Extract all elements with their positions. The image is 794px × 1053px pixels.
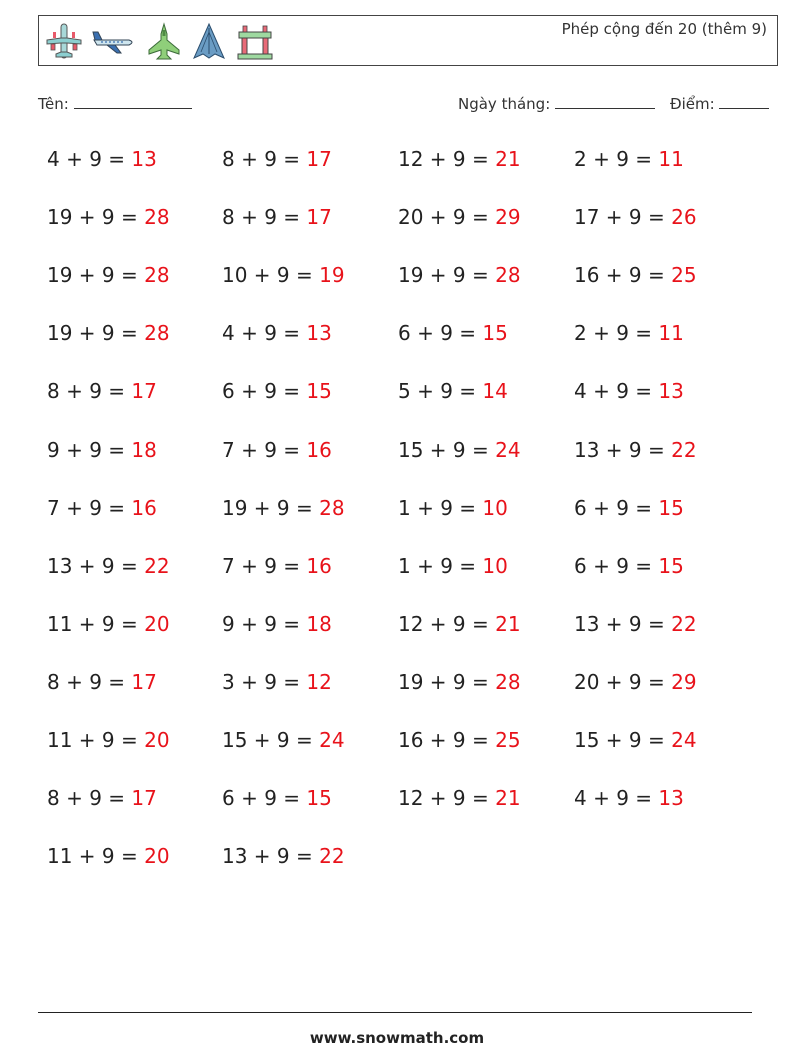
- problem-answer: 15: [658, 554, 684, 578]
- problem-answer: 20: [144, 844, 170, 868]
- problem-question: 6 + 9 =: [398, 321, 483, 345]
- problem-answer: 21: [495, 147, 521, 171]
- problem-answer: 15: [658, 496, 684, 520]
- problem-item: [47, 321, 170, 345]
- problem-item: [574, 379, 684, 403]
- problem-item: [398, 728, 521, 752]
- problem-item: [398, 438, 521, 462]
- problem-answer: 13: [306, 321, 332, 345]
- problem-answer: 25: [671, 263, 697, 287]
- problem-answer: 28: [144, 263, 170, 287]
- problem-item: [47, 670, 157, 694]
- problem-answer: 29: [495, 205, 521, 229]
- problem-question: 19 + 9 =: [398, 670, 496, 694]
- problem-answer: 22: [144, 554, 170, 578]
- problem-item: [574, 321, 684, 345]
- problem-item: [222, 612, 332, 636]
- problem-answer: 11: [658, 321, 684, 345]
- problem-answer: 21: [495, 786, 521, 810]
- problem-item: [398, 670, 521, 694]
- problem-answer: 16: [306, 438, 332, 462]
- footer-divider: [38, 1012, 752, 1013]
- problem-answer: 28: [319, 496, 345, 520]
- problem-answer: 15: [482, 321, 508, 345]
- problem-item: [222, 147, 332, 171]
- problem-question: 7 + 9 =: [222, 554, 307, 578]
- airliner-icon: [91, 22, 137, 62]
- fighter-jet-icon: [145, 22, 183, 62]
- problem-question: 8 + 9 =: [47, 786, 132, 810]
- problem-answer: 18: [306, 612, 332, 636]
- problem-question: 11 + 9 =: [47, 844, 145, 868]
- problem-item: [47, 844, 170, 868]
- problem-answer: 13: [131, 147, 157, 171]
- problem-question: 15 + 9 =: [398, 438, 496, 462]
- problem-answer: 17: [306, 147, 332, 171]
- problem-answer: 17: [306, 205, 332, 229]
- problem-question: 4 + 9 =: [574, 379, 659, 403]
- problem-question: 2 + 9 =: [574, 147, 659, 171]
- problem-item: [47, 147, 157, 171]
- problem-answer: 10: [482, 554, 508, 578]
- problem-question: 19 + 9 =: [398, 263, 496, 287]
- name-line: [74, 94, 192, 109]
- problem-item: [47, 554, 170, 578]
- problem-question: 8 + 9 =: [222, 147, 307, 171]
- problem-question: 13 + 9 =: [574, 612, 672, 636]
- problem-question: 20 + 9 =: [574, 670, 672, 694]
- problem-item: [574, 263, 697, 287]
- name-label: Tên:: [38, 95, 69, 113]
- problem-answer: 29: [671, 670, 697, 694]
- problem-item: [47, 205, 170, 229]
- problem-question: 13 + 9 =: [222, 844, 320, 868]
- problem-question: 16 + 9 =: [398, 728, 496, 752]
- problem-item: [574, 728, 697, 752]
- problem-item: [574, 612, 697, 636]
- problem-answer: 10: [482, 496, 508, 520]
- problem-answer: 12: [306, 670, 332, 694]
- problem-question: 20 + 9 =: [398, 205, 496, 229]
- problem-answer: 13: [658, 379, 684, 403]
- problem-question: 19 + 9 =: [222, 496, 320, 520]
- problem-item: [47, 263, 170, 287]
- problem-question: 13 + 9 =: [47, 554, 145, 578]
- footer-site: www.snowmath.com: [309, 1029, 485, 1047]
- problem-answer: 21: [495, 612, 521, 636]
- problem-question: 6 + 9 =: [574, 496, 659, 520]
- date-field: [458, 94, 655, 113]
- problem-answer: 28: [144, 205, 170, 229]
- problem-question: 5 + 9 =: [398, 379, 483, 403]
- problem-question: 3 + 9 =: [222, 670, 307, 694]
- problem-question: 4 + 9 =: [47, 147, 132, 171]
- header-icons: [45, 22, 275, 62]
- problem-question: 7 + 9 =: [47, 496, 132, 520]
- problem-question: 15 + 9 =: [222, 728, 320, 752]
- problem-item: [222, 263, 345, 287]
- problem-answer: 15: [306, 786, 332, 810]
- date-label: Ngày tháng:: [458, 95, 551, 113]
- problem-question: 8 + 9 =: [222, 205, 307, 229]
- problem-answer: 24: [319, 728, 345, 752]
- problem-answer: 13: [658, 786, 684, 810]
- name-field: [38, 94, 192, 113]
- problem-question: 11 + 9 =: [47, 612, 145, 636]
- problem-answer: 28: [144, 321, 170, 345]
- problem-answer: 15: [306, 379, 332, 403]
- problem-item: [574, 554, 684, 578]
- problem-question: 6 + 9 =: [222, 379, 307, 403]
- problem-answer: 11: [658, 147, 684, 171]
- problem-answer: 26: [671, 205, 697, 229]
- problem-item: [398, 321, 508, 345]
- problem-answer: 22: [671, 438, 697, 462]
- problem-answer: 17: [131, 670, 157, 694]
- problem-answer: 16: [306, 554, 332, 578]
- problem-item: [222, 670, 332, 694]
- problem-item: [222, 379, 332, 403]
- problem-item: [398, 379, 508, 403]
- problem-question: 7 + 9 =: [222, 438, 307, 462]
- problem-item: [574, 205, 697, 229]
- date-line: [555, 94, 655, 109]
- worksheet-header: [38, 15, 778, 66]
- problem-answer: 24: [671, 728, 697, 752]
- problem-question: 8 + 9 =: [47, 379, 132, 403]
- problem-answer: 28: [495, 670, 521, 694]
- problem-question: 4 + 9 =: [222, 321, 307, 345]
- stealth-jet-icon: [191, 22, 227, 62]
- worksheet-title: Phép cộng đến 20 (thêm 9): [561, 20, 767, 38]
- problem-answer: 18: [131, 438, 157, 462]
- problem-item: [222, 438, 332, 462]
- score-field: [670, 94, 769, 113]
- problem-answer: 24: [495, 438, 521, 462]
- problem-question: 1 + 9 =: [398, 554, 483, 578]
- problem-question: 11 + 9 =: [47, 728, 145, 752]
- problem-item: [47, 728, 170, 752]
- problem-question: 17 + 9 =: [574, 205, 672, 229]
- problem-question: 6 + 9 =: [574, 554, 659, 578]
- problem-question: 12 + 9 =: [398, 786, 496, 810]
- problem-item: [222, 786, 332, 810]
- problem-item: [574, 438, 697, 462]
- score-line: [719, 94, 769, 109]
- problem-question: 19 + 9 =: [47, 263, 145, 287]
- problem-question: 19 + 9 =: [47, 205, 145, 229]
- problem-answer: 22: [671, 612, 697, 636]
- problem-question: 6 + 9 =: [222, 786, 307, 810]
- problem-item: [47, 496, 157, 520]
- problem-question: 8 + 9 =: [47, 670, 132, 694]
- problem-item: [398, 147, 521, 171]
- problem-item: [574, 147, 684, 171]
- problem-answer: 17: [131, 786, 157, 810]
- problem-question: 12 + 9 =: [398, 147, 496, 171]
- problem-answer: 16: [131, 496, 157, 520]
- problem-answer: 20: [144, 728, 170, 752]
- problem-question: 4 + 9 =: [574, 786, 659, 810]
- problem-item: [47, 786, 157, 810]
- problem-item: [398, 554, 508, 578]
- problem-item: [398, 496, 508, 520]
- score-label: Điểm:: [670, 95, 715, 113]
- problem-item: [47, 379, 157, 403]
- problem-item: [47, 612, 170, 636]
- problem-question: 12 + 9 =: [398, 612, 496, 636]
- problem-question: 16 + 9 =: [574, 263, 672, 287]
- problem-item: [222, 205, 332, 229]
- problem-item: [222, 844, 345, 868]
- problem-item: [47, 438, 157, 462]
- problem-answer: 14: [482, 379, 508, 403]
- problem-answer: 20: [144, 612, 170, 636]
- problem-question: 2 + 9 =: [574, 321, 659, 345]
- problem-item: [398, 205, 521, 229]
- problem-item: [574, 786, 684, 810]
- problem-item: [574, 670, 697, 694]
- problem-question: 19 + 9 =: [47, 321, 145, 345]
- problem-question: 15 + 9 =: [574, 728, 672, 752]
- problem-item: [222, 554, 332, 578]
- problem-item: [222, 496, 345, 520]
- problem-answer: 28: [495, 263, 521, 287]
- problem-question: 9 + 9 =: [222, 612, 307, 636]
- problem-answer: 25: [495, 728, 521, 752]
- problem-item: [398, 612, 521, 636]
- problem-answer: 17: [131, 379, 157, 403]
- problem-answer: 22: [319, 844, 345, 868]
- problem-item: [398, 786, 521, 810]
- problem-item: [398, 263, 521, 287]
- problem-question: 13 + 9 =: [574, 438, 672, 462]
- problem-answer: 19: [319, 263, 345, 287]
- gate-icon: [235, 22, 275, 62]
- problem-question: 10 + 9 =: [222, 263, 320, 287]
- problem-item: [222, 728, 345, 752]
- problem-item: [574, 496, 684, 520]
- problem-item: [222, 321, 332, 345]
- problem-question: 9 + 9 =: [47, 438, 132, 462]
- problem-question: 1 + 9 =: [398, 496, 483, 520]
- airplane-icon: [45, 22, 83, 62]
